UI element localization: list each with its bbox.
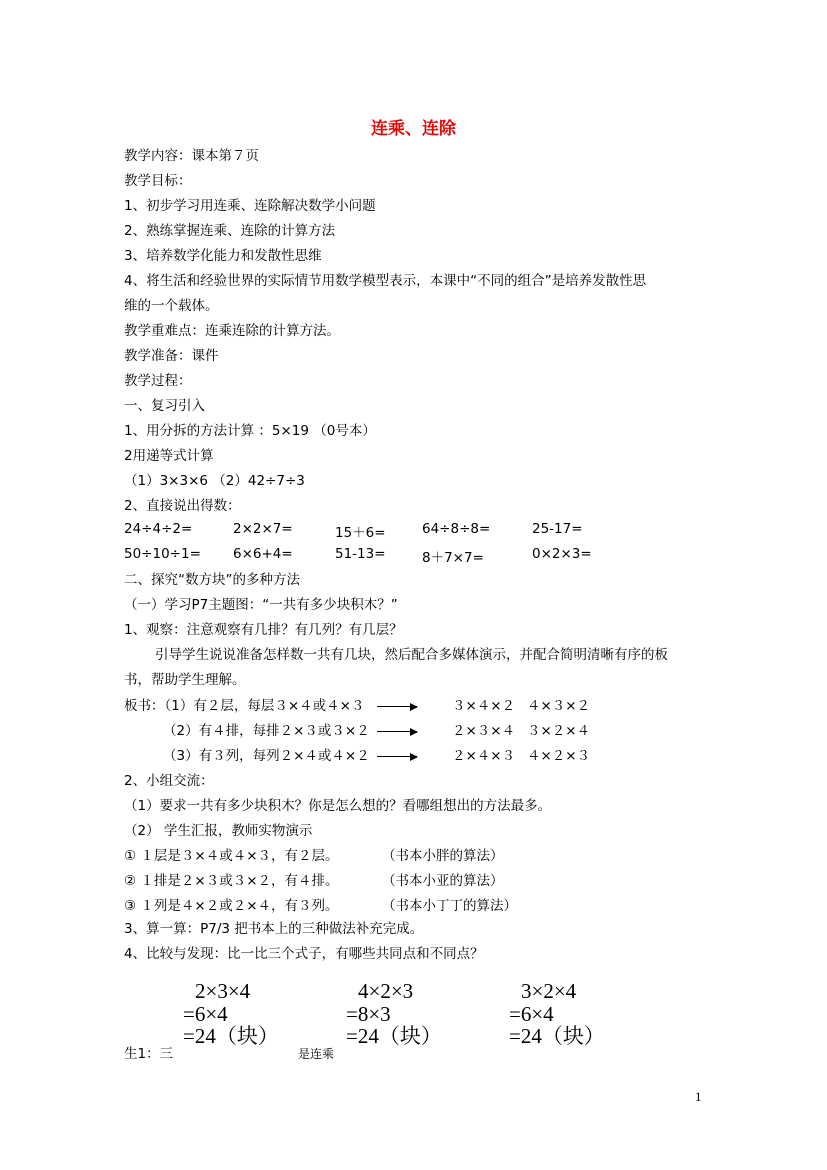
text-line: 教学过程： <box>124 373 192 389</box>
report-line: ③ １列是４×２或２×４，有３列。 <box>124 898 339 914</box>
text-line: 2、小组交流： <box>124 773 214 789</box>
oral-row-1 <box>0 521 827 541</box>
equation-step: =24（块） <box>183 1024 279 1048</box>
text-line: 1、用分拆的方法计算 ：5×19 （0号本） <box>124 423 376 439</box>
text-line: 教学重难点：连乘连除的计算方法。 <box>124 323 340 339</box>
text-line: （一）学习P7主题图：“一共有多少块积木？” <box>124 597 398 613</box>
text-line: 2用递等式计算 <box>124 448 214 464</box>
report-line: ② １排是２×３或３×２，有４排。 <box>124 873 339 889</box>
board-line-label: （3）有３列，每列２×４或４×２ <box>163 748 370 764</box>
text-line: 一、复习引入 <box>124 398 205 414</box>
report-note: （书本小胖的算法） <box>382 848 504 864</box>
equation-step: 3×2×4 <box>521 979 577 1003</box>
oral-item: 0×2×3= <box>532 546 592 562</box>
text-line: 1、初步学习用连乘、连除解决数学小问题 <box>124 198 376 214</box>
oral-item: 51-13= <box>335 546 386 562</box>
text-line: 教学目标： <box>124 173 192 189</box>
oral-item: 50÷10÷1= <box>124 546 201 562</box>
arrow-icon <box>377 756 417 757</box>
text-line: 教学内容：课本第７页 <box>124 148 259 164</box>
text-line: 4、比较与发现：比一比三个式子，有哪些共同点和不同点？ <box>124 946 484 962</box>
text-line: 引导学生说说准备怎样数一共有几块，然后配合多媒体演示，并配合简明清晰有序的板 <box>155 647 668 663</box>
text-line: 2、熟练掌握连乘、连除的计算方法 <box>124 223 336 239</box>
oral-item: 6×6+4= <box>233 546 293 562</box>
oral-item: 2×2×7= <box>233 521 293 537</box>
board-result: ４×３×２ <box>527 698 591 714</box>
oral-item: 25-17= <box>532 521 583 537</box>
board-line-label: （2）有４排，每排２×３或３×２ <box>163 723 370 739</box>
oral-item: 24÷4÷2= <box>124 521 193 537</box>
text-line: 3、算一算：P7/3 把书本上的三种做法补充完成。 <box>124 921 424 937</box>
text-line: 维的一个载体。 <box>124 298 219 314</box>
text-line: 4、将生活和经验世界的实际情节用数学模型表示，本课中“不同的组合”是培养发散性思 <box>124 273 647 289</box>
equation-step: 4×2×3 <box>358 979 414 1003</box>
page-number: 1 <box>695 1089 702 1104</box>
text-line: 2、直接说出得数： <box>124 498 241 514</box>
board-result: ２×３×４ <box>452 723 516 739</box>
text-line: （1）3×3×6 （2）42÷7÷3 <box>124 473 305 489</box>
text-line: 1、观察：注意观察有几排？有几列？有几层？ <box>124 622 403 638</box>
text-line: 教学准备：课件 <box>124 348 219 364</box>
board-result: ３×４×２ <box>452 698 516 714</box>
equation-step: =8×3 <box>346 1002 391 1026</box>
equation-step: 2×3×4 <box>195 979 251 1003</box>
equation-step: =24（块） <box>346 1024 442 1048</box>
text-line: 二、探究“数方块”的多种方法 <box>124 572 300 588</box>
board-result: ４×２×３ <box>527 748 591 764</box>
student-answer-label: 生1：三 <box>124 1046 174 1062</box>
board-result: ３×２×４ <box>527 723 591 739</box>
board-line-label: 板书：（1）有２层，每层３×４或４×３ <box>124 698 365 714</box>
text-line: （1）要求一共有多少块积木？你是怎么想的？看哪组想出的方法最多。 <box>124 798 552 814</box>
oral-row-2 <box>0 546 827 566</box>
arrow-icon <box>377 731 417 732</box>
equation-step: =6×4 <box>183 1002 228 1026</box>
board-result: ２×４×３ <box>452 748 516 764</box>
text-line: （2） 学生汇报，教师实物演示 <box>124 823 313 839</box>
equation-step: =24（块） <box>509 1024 605 1048</box>
arrow-icon <box>377 706 417 707</box>
report-note: （书本小亚的算法） <box>382 873 504 889</box>
oral-item: 64÷8÷8= <box>422 521 491 537</box>
page-title: 连乘、连除 <box>371 119 456 139</box>
student-answer-tail: 是连乘 <box>298 1047 335 1061</box>
equation-step: =6×4 <box>509 1002 554 1026</box>
oral-item: 15＋6= <box>335 525 386 541</box>
oral-item: 8＋7×7= <box>422 550 484 566</box>
report-note: （书本小丁丁的算法） <box>382 898 517 914</box>
report-line: ① １层是３×４或４×３，有２层。 <box>124 848 339 864</box>
text-line: 3、培养数学化能力和发散性思维 <box>124 248 322 264</box>
text-line: 书，帮助学生理解。 <box>124 672 246 688</box>
